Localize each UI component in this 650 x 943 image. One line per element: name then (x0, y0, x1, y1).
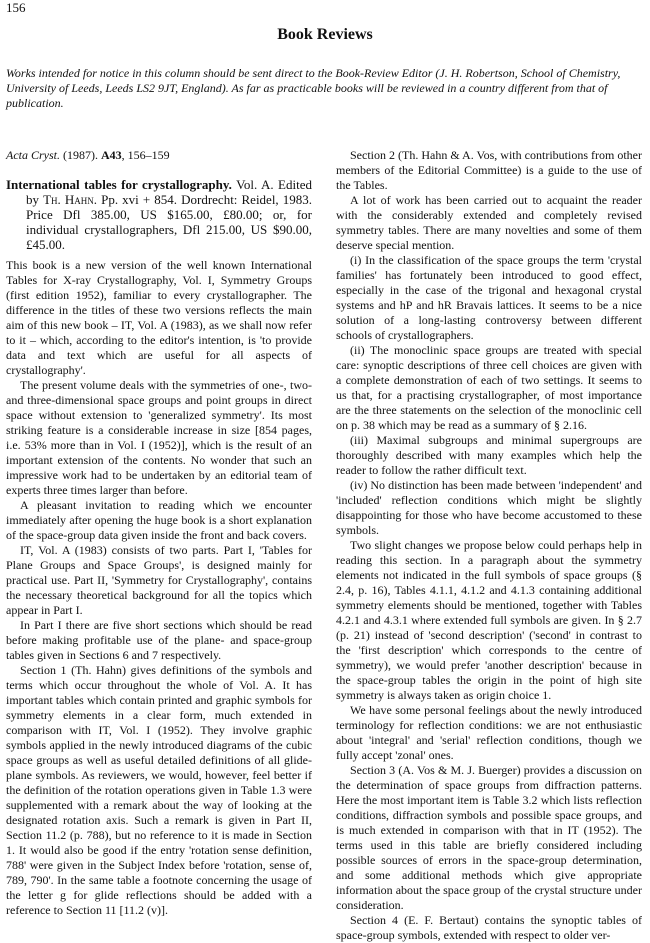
citation-pages: , 156–159 (121, 148, 170, 162)
right-paragraph: A lot of work has been carried out to acquaint the reader with the considerably extended and completely revised symmetry tables. There are many novelties and some of them deserve special mention. (336, 193, 642, 252)
book-editor: Th. Hahn (43, 192, 94, 207)
left-paragraph: Section 1 (Th. Hahn) gives definitions of the symbols and terms which occur throughout the whole of Vol. A. It has important tables which contain printed and graphic symbols for symmetry elements in a clear form, much extended in comparison with IT, Vol. I (1952). They involve graphic symbols applied in the newly introduced diagrams of the cubic space groups as well as useful detailed definitions of all glide-plane symbols. As reviewers, we would, however, feel better if the definition of the rotation operations given in Table 1.3 were supplemented with a remark about the way of looking at the designated rotation axis. Such a remark is given in Part II, Section 11.2 (p. 788), but no reference to it is made in Section 1. It would also be good if the entry 'rotation sense definition, 788' were given in the Subject Index before 'rotation, sense of, 789, 790'. In the same table a footnote concerning the usage of the letter g for glide reflections should be added with a reference to Section 11 [11.2 (v)]. (6, 663, 312, 917)
page-number: 156 (6, 0, 26, 15)
citation (6, 148, 312, 163)
notice-post: ). As far as practicable books will be reviewed in a country different from that of publication. (6, 81, 608, 110)
right-paragraph: Section 3 (A. Vos & M. J. Buerger) provides a discussion on the determination of space groups from diffraction patterns. Here the most important item is Table 3.2 which lists reflection conditions, diffraction symbols and possible space groups, and is much extended in comparison with that in IT (1952). The terms used in this table are briefly considered including possible sources of errors in the space-group determination, and some additional methods which give appropriate information about the space group of the crystal structure under consideration. (336, 763, 642, 912)
right-paragraph: (ii) The monoclinic space groups are treated with special care: synoptic descriptions of three cell choices are given with a complete demonstration of each of two settings. It seems to us that, for a practising crystallographer, of most importance are the three statements on the selection of the monoclinic cell on p. 38 which may be read as a summary of § 2.16. (336, 343, 642, 432)
left-paragraph: IT, Vol. A (1983) consists of two parts. Part I, 'Tables for Plane Groups and Space Groups', is designed mainly for practical use. Part II, 'Symmetry for Crystallography', contains the necessary theoretical background for all the topics which appear in Part I. (6, 543, 312, 617)
editorial-notice (6, 66, 638, 111)
notice-contact: J. H. Robertson, School of Chemistry, University of Leeds, Leeds LS2 9JT, England (6, 66, 621, 95)
book-details-1: Vol. A. Edited by (26, 177, 312, 207)
left-paragraph: A pleasant invitation to reading which we encounter immediately after opening the huge book is a short explanation of the space-group data given inside the front and back covers. (6, 498, 312, 542)
citation-year: (1987). (63, 148, 98, 162)
right-column (336, 148, 642, 943)
book-title: International tables for crystallography. (6, 177, 232, 192)
left-column (6, 148, 312, 918)
book-heading (6, 177, 312, 252)
book-details-2: . Pp. xvi + 854. Dordrecht: Reidel, 1983. Price Dfl 385.00, US $165.00, £80.00; or, for individual crystallographers, Dfl 215.00, US $90.00, £45.00. (26, 192, 313, 252)
citation-volume: A43 (101, 148, 122, 162)
left-paragraph: This book is a new version of the well known International Tables for X-ray Crystallography, Vol. I, Symmetry Groups (first edition 1952), familiar to every crystallographer. The difference in the titles of these two versions reflects the main aim of this new book – IT, Vol. A (1983), as we shall now refer to it – which, according to the editor's intention, is 'to provide data and text which are useful for all aspects of crystallography'. (6, 258, 312, 377)
right-paragraph: (iv) No distinction has been made between 'independent' and 'included' reflection conditions which might be slightly disappointing for those who have become accustomed to these symbols. (336, 478, 642, 537)
right-paragraph: Section 2 (Th. Hahn & A. Vos, with contributions from other members of the Editorial Committee) is a guide to the use of the Tables. (336, 148, 642, 192)
section-title: Book Reviews (277, 26, 373, 43)
right-paragraph: Two slight changes we propose below could perhaps help in reading this section. In a paragraph about the symmetry elements not indicated in the full symbols of space groups (§ 2.4, p. 16), Tables 4.1.1, 4.1.2 and 4.1.3 containing additional symmetry elements should be mentioned, together with Tables 4.2.1 and 4.3.1 where extended full symbols are given. In § 2.7 (p. 21) instead of 'second description' ('second' in contrast to the 'first description' which corresponds to the centre of symmetry), we would prefer 'another description' because in the space-group tables the origin in the point of high site symmetry is always taken as origin choice 1. (336, 538, 642, 702)
right-paragraph: (iii) Maximal subgroups and minimal supergroups are thoroughly described with many examples which help the reader to follow the rather difficult text. (336, 433, 642, 477)
citation-journal: Acta Cryst. (6, 148, 60, 162)
right-paragraph: (i) In the classification of the space groups the term 'crystal families' has fortunately been introduced to good effect, especially in the case of the trigonal and hexagonal crystal systems and hP and hR Bravais lattices. It seems to be a nice solution of a long-lasting controversy between different schools of crystallographers. (336, 253, 642, 342)
right-paragraph: Section 4 (E. F. Bertaut) contains the synoptic tables of space-group symbols, extended with respect to older ver- (336, 913, 642, 942)
left-paragraph: In Part I there are five short sections which should be read before making profitable use of the plane- and space-group tables given in Sections 6 and 7 respectively. (6, 618, 312, 662)
right-paragraph: We have some personal feelings about the newly introduced terminology for reflection conditions: we are not enthusiastic about 'integral' and 'serial' reflection conditions, though we fully accept 'zonal' ones. (336, 703, 642, 762)
left-paragraph: The present volume deals with the symmetries of one-, two- and three-dimensional space groups and point groups in direct space without extension to 'generalized symmetry'. Its most striking feature is a considerable increase in size [854 pages, i.e. 53% more than in Vol. I (1952)], which is the result of an important extension of the contents. No wonder that such an impressive work had to be undertaken by an editorial team of experts three times larger than before. (6, 378, 312, 497)
notice-pre: Works intended for notice in this column should be sent direct to the Book-Review Editor ( (6, 66, 440, 80)
